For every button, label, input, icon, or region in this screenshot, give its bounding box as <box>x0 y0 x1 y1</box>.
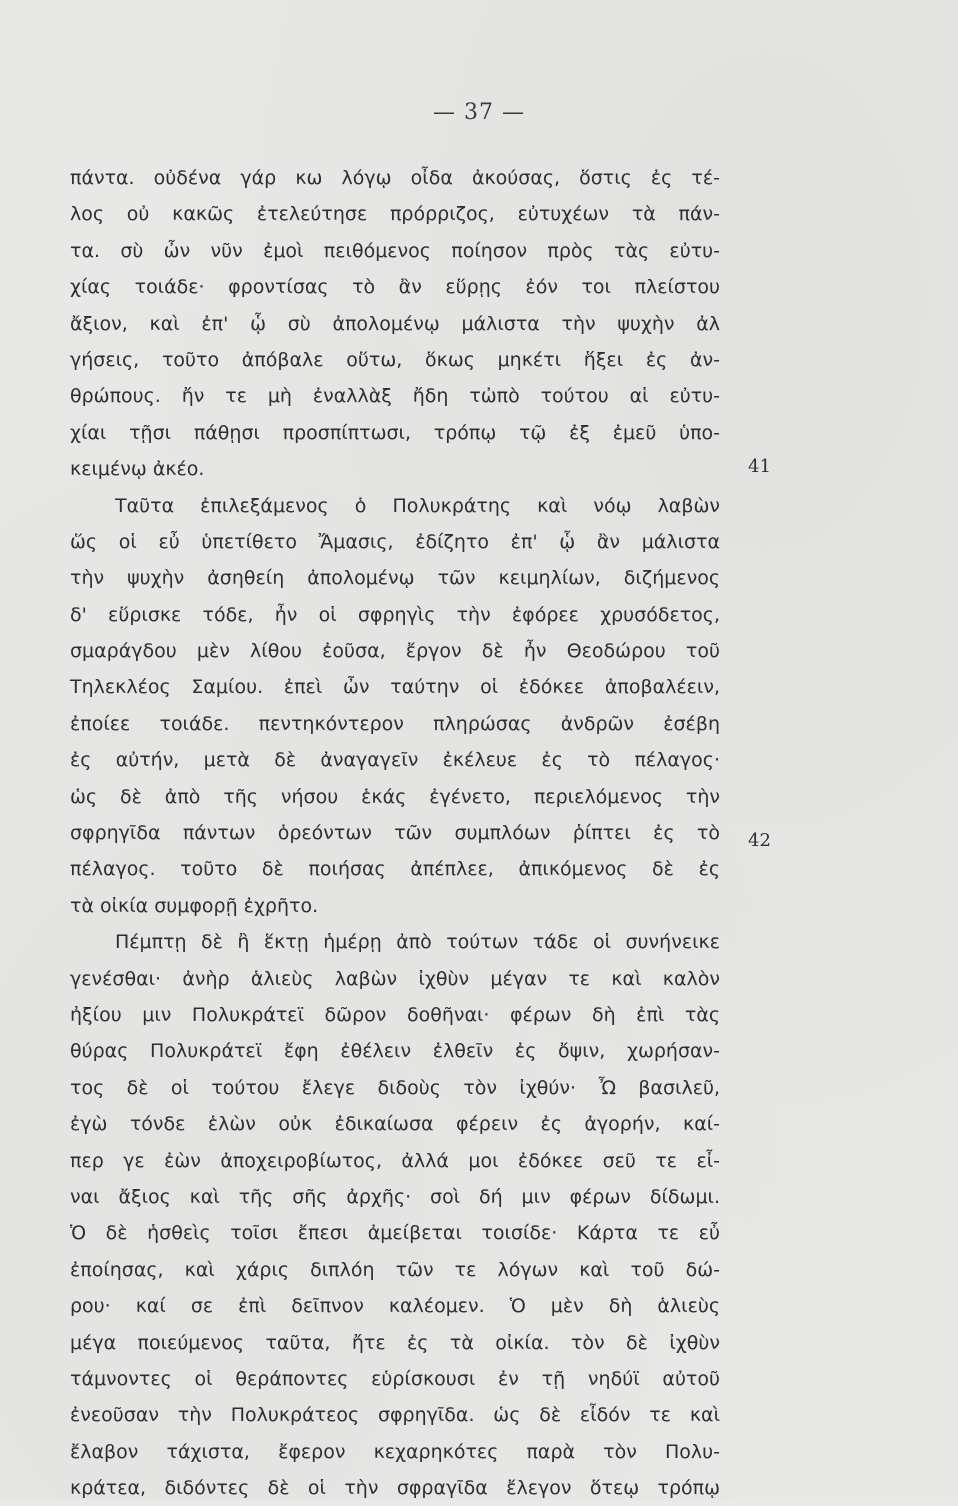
text-line: ἄξιον, καὶ ἐπ' ᾧ σὺ ἀπολομένῳ μάλιστα τὴν ψυχὴν ἀλ <box>70 312 720 335</box>
text-line: ἔλαβον τάχιστα, ἔφερον κεχαρηκότες παρὰ τὸν Πολυ- <box>70 1440 720 1463</box>
text-line: γενέσθαι· ἀνὴρ ἁλιεὺς λαβὼν ἰχθὺν μέγαν τε καὶ καλὸν <box>70 967 720 990</box>
margin-chapter-number: 42 <box>748 830 771 851</box>
text-line: ὥς οἱ εὖ ὑπετίθετο Ἄμασις, ἐδίζητο ἐπ' ᾧ ἂν μάλιστα <box>70 530 720 553</box>
text-line: θρώπους. ἤν τε μὴ ἐναλλὰξ ἤδη τὠπὸ τούτου αἱ εὐτυ- <box>70 385 720 408</box>
text-line: χίας τοιάδε· φροντίσας τὸ ἂν εὕρῃς ἐόν τοι πλείστου <box>70 276 720 299</box>
text-line: γήσεις, τοῦτο ἀπόβαλε οὕτω, ὅκως μηκέτι ἥξει ἐς ἀν- <box>70 348 720 371</box>
page-number: — 37 — <box>433 100 525 125</box>
text-line: τὰ οἰκία συμφορῇ ἐχρῆτο. <box>70 894 319 917</box>
text-line: ἐποίησας, καὶ χάρις διπλόη τῶν τε λόγων καὶ τοῦ δώ- <box>70 1258 720 1281</box>
text-line: τος δὲ οἱ τούτου ἔλεγε διδοὺς τὸν ἰχθύν· Ὦ βασιλεῦ, <box>70 1076 720 1099</box>
text-line: τα. σὺ ὦν νῦν ἐμοὶ πειθόμενος ποίησον πρὸς τὰς εὐτυ- <box>70 239 720 262</box>
text-line: Τηλεκλέος Σαμίου. ἐπεὶ ὦν ταύτην οἱ ἐδόκεε ἀποβαλέειν, <box>70 676 720 699</box>
text-line: ὡς δὲ ἀπὸ τῆς νήσου ἑκάς ἐγένετο, περιελόμενος τὴν <box>70 785 720 808</box>
text-line: ἠξίου μιν Πολυκράτεϊ δῶρον δοθῆναι· φέρων δὴ ἐπὶ τὰς <box>70 1003 720 1026</box>
text-line: Ταῦτα ἐπιλεξάμενος ὁ Πολυκράτης καὶ νόῳ λαβὼν <box>115 494 720 517</box>
text-line: ἐς αὐτήν, μετὰ δὲ ἀναγαγεῖν ἐκέλευε ἐς τὸ πέλαγος· <box>70 749 720 772</box>
text-line: ἐγὼ τόνδε ἑλὼν οὐκ ἐδικαίωσα φέρειν ἐς ἀγορήν, καί- <box>70 1113 720 1136</box>
text-line: ἐποίεε τοιάδε. πεντηκόντερον πληρώσας ἀνδρῶν ἐσέβη <box>70 712 720 735</box>
text-line: δ' εὕρισκε τόδε, ἦν οἱ σφρηγὶς τὴν ἐφόρεε χρυσόδετος, <box>70 603 720 626</box>
text-line: κράτεα, διδόντες δὲ οἱ τὴν σφραγῖδα ἔλεγον ὅτεῳ τρόπῳ <box>70 1477 720 1500</box>
text-line: ναι ἄξιος καὶ τῆς σῆς ἀρχῆς· σοὶ δή μιν φέρων δίδωμι. <box>70 1185 720 1208</box>
text-line: θύρας Πολυκράτεϊ ἔφη ἐθέλειν ἐλθεῖν ἐς ὄψιν, χωρήσαν- <box>70 1040 720 1063</box>
text-line: μέγα ποιεύμενος ταῦτα, ἤτε ἐς τὰ οἰκία. τὸν δὲ ἰχθὺν <box>70 1331 720 1354</box>
text-line: περ γε ἐὼν ἀποχειροβίωτος, ἀλλά μοι ἐδόκεε σεῦ τε εἶ- <box>70 1149 720 1172</box>
text-line: ἐνεοῦσαν τὴν Πολυκράτεος σφρηγῖδα. ὡς δὲ εἶδόν τε καὶ <box>70 1404 720 1427</box>
text-line: τὴν ψυχὴν ἀσηθείη ἀπολομένῳ τῶν κειμηλίων, διζήμενος <box>70 567 720 590</box>
text-line: πάντα. οὐδένα γάρ κω λόγῳ οἶδα ἀκούσας, ὅστις ἐς τέ- <box>70 167 720 189</box>
text-line: σφρηγῖδα πάντων ὁρεόντων τῶν συμπλόων ῥίπτει ἐς τὸ <box>70 822 720 845</box>
text-line: Ὁ δὲ ἡσθεὶς τοῖσι ἔπεσι ἀμείβεται τοισίδε· Κάρτα τε εὖ <box>70 1222 720 1245</box>
text-line: Πέμπτῃ δὲ ἢ ἕκτῃ ἡμέρῃ ἀπὸ τούτων τάδε οἱ συνήνεικε <box>115 931 720 954</box>
text-line: κειμένῳ ἀκέο. <box>70 458 205 481</box>
text-line: σμαράγδου μὲν λίθου ἐοῦσα, ἔργον δὲ ἦν Θεοδώρου τοῦ <box>70 640 720 663</box>
text-line: χίαι τῇσι πάθῃσι προσπίπτωσι, τρόπῳ τῷ ἐξ ἐμεῦ ὑπο- <box>70 421 720 444</box>
text-line: τάμνοντες οἱ θεράποντες εὑρίσκουσι ἐν τῇ νηδύϊ αὐτοῦ <box>70 1367 720 1390</box>
text-line: λος οὐ κακῶς ἐτελεύτησε πρόρριζος, εὐτυχέων τὰ πάν- <box>70 203 720 226</box>
body-text <box>70 160 720 1506</box>
text-line: ρου· καί σε ἐπὶ δεῖπνον καλέομεν. Ὁ μὲν δὴ ἁλιεὺς <box>70 1295 720 1318</box>
text-line: πέλαγος. τοῦτο δὲ ποιήσας ἀπέπλεε, ἀπικόμενος δὲ ἐς <box>70 858 720 881</box>
margin-chapter-number: 41 <box>748 456 771 477</box>
